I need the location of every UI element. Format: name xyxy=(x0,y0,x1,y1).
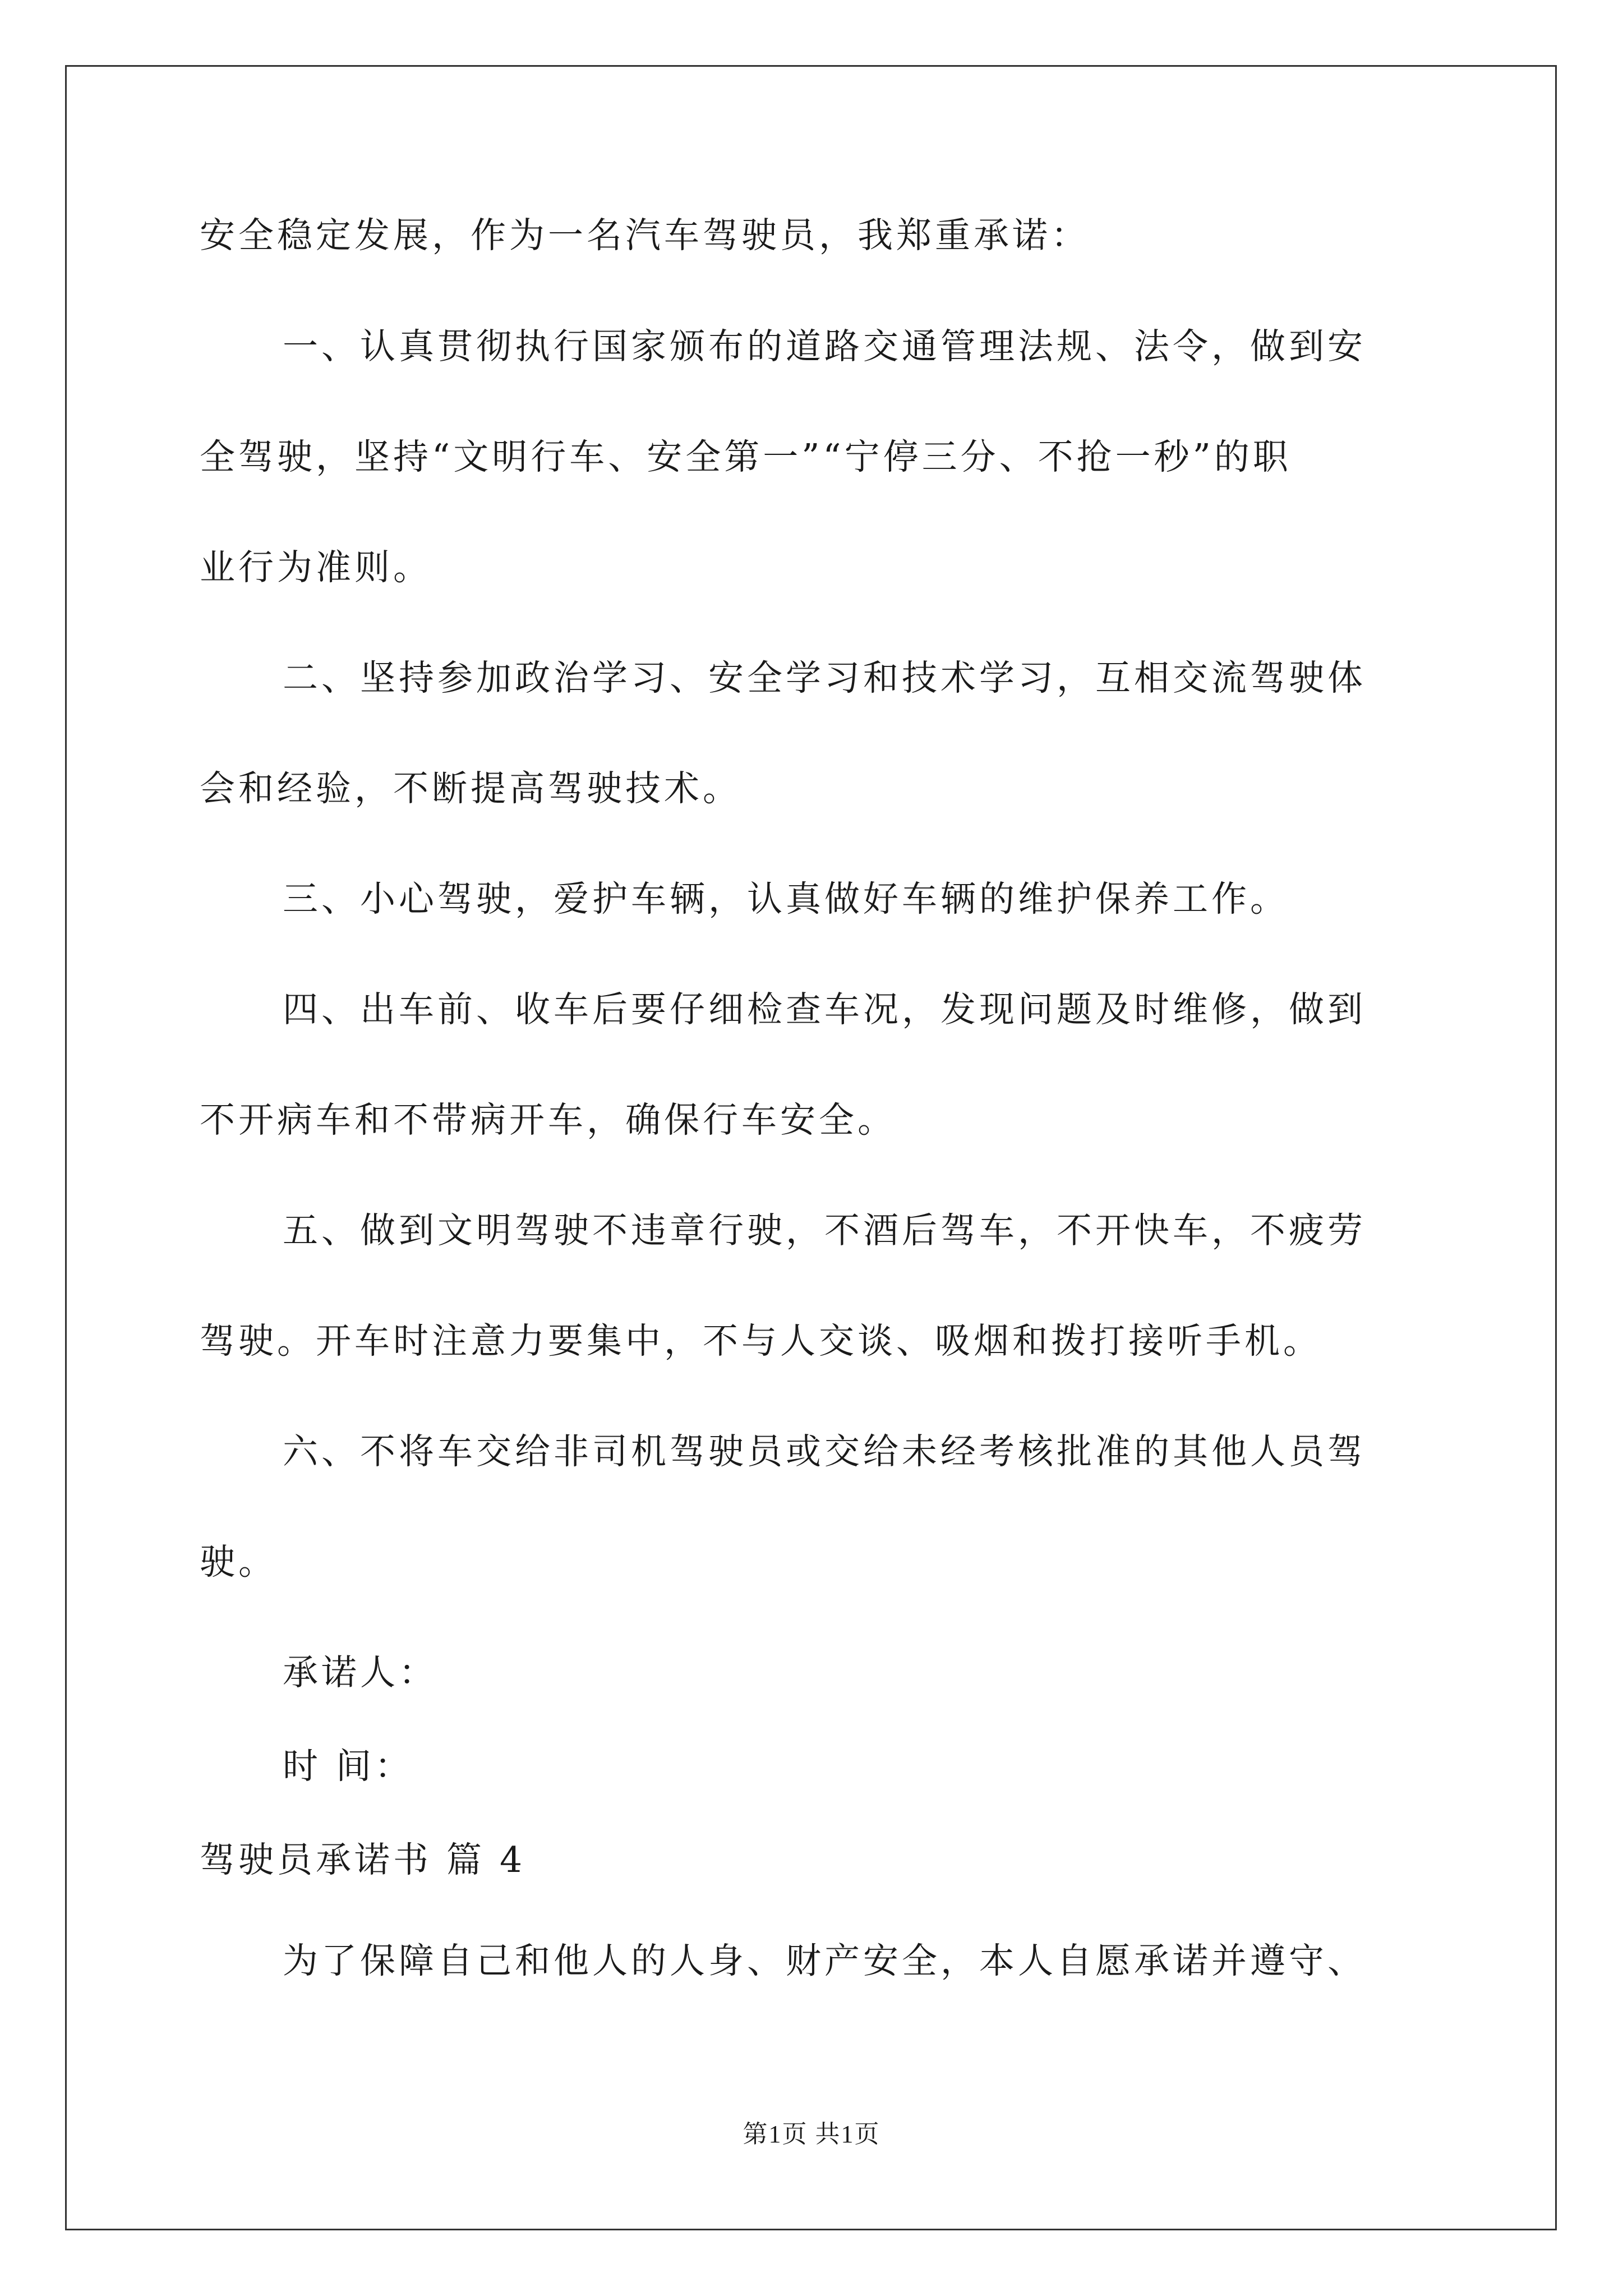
text-line: 三、小心驾驶，爱护车辆，认真做好车辆的维护保养工作。 xyxy=(283,878,1289,919)
text-line: 驾驶。开车时注意力要集中，不与人交谈、吸烟和拨打接听手机。 xyxy=(200,1320,1322,1361)
date-label: 时 间： xyxy=(283,1746,414,1787)
text-line: 驶。 xyxy=(200,1542,277,1582)
text-line: 二、坚持参加政治学习、安全学习和技术学习，互相交流驾驶体 xyxy=(283,657,1366,698)
section-heading: 驾驶员承诺书 篇 4 xyxy=(200,1839,526,1880)
text-line: 安全稳定发展，作为一名汽车驾驶员，我郑重承诺： xyxy=(200,215,1090,256)
text-line: 一、认真贯彻执行国家颁布的道路交通管理法规、法令，做到安 xyxy=(283,326,1366,367)
text-line: 不开病车和不带病开车，确保行车安全。 xyxy=(200,1099,896,1140)
page-border xyxy=(65,65,1557,2230)
text-line: 业行为准则。 xyxy=(200,547,432,588)
text-line: 五、做到文明驾驶不违章行驶，不酒后驾车，不开快车，不疲劳 xyxy=(283,1210,1366,1251)
page-footer: 第1页 共1页 xyxy=(743,2120,880,2148)
text-line: 六、不将车交给非司机驾驶员或交给未经考核批准的其他人员驾 xyxy=(283,1431,1366,1472)
text-line: 为了保障自己和他人的人身、财产安全，本人自愿承诺并遵守、 xyxy=(283,1940,1366,1981)
signer-label: 承诺人： xyxy=(283,1652,437,1693)
text-line: 全驾驶，坚持“文明行车、安全第一”“宁停三分、不抢一秒”的职 xyxy=(200,436,1292,477)
text-line: 四、出车前、收车后要仔细检查车况，发现问题及时维修，做到 xyxy=(283,989,1366,1030)
text-line: 会和经验，不断提高驾驶技术。 xyxy=(200,768,741,809)
